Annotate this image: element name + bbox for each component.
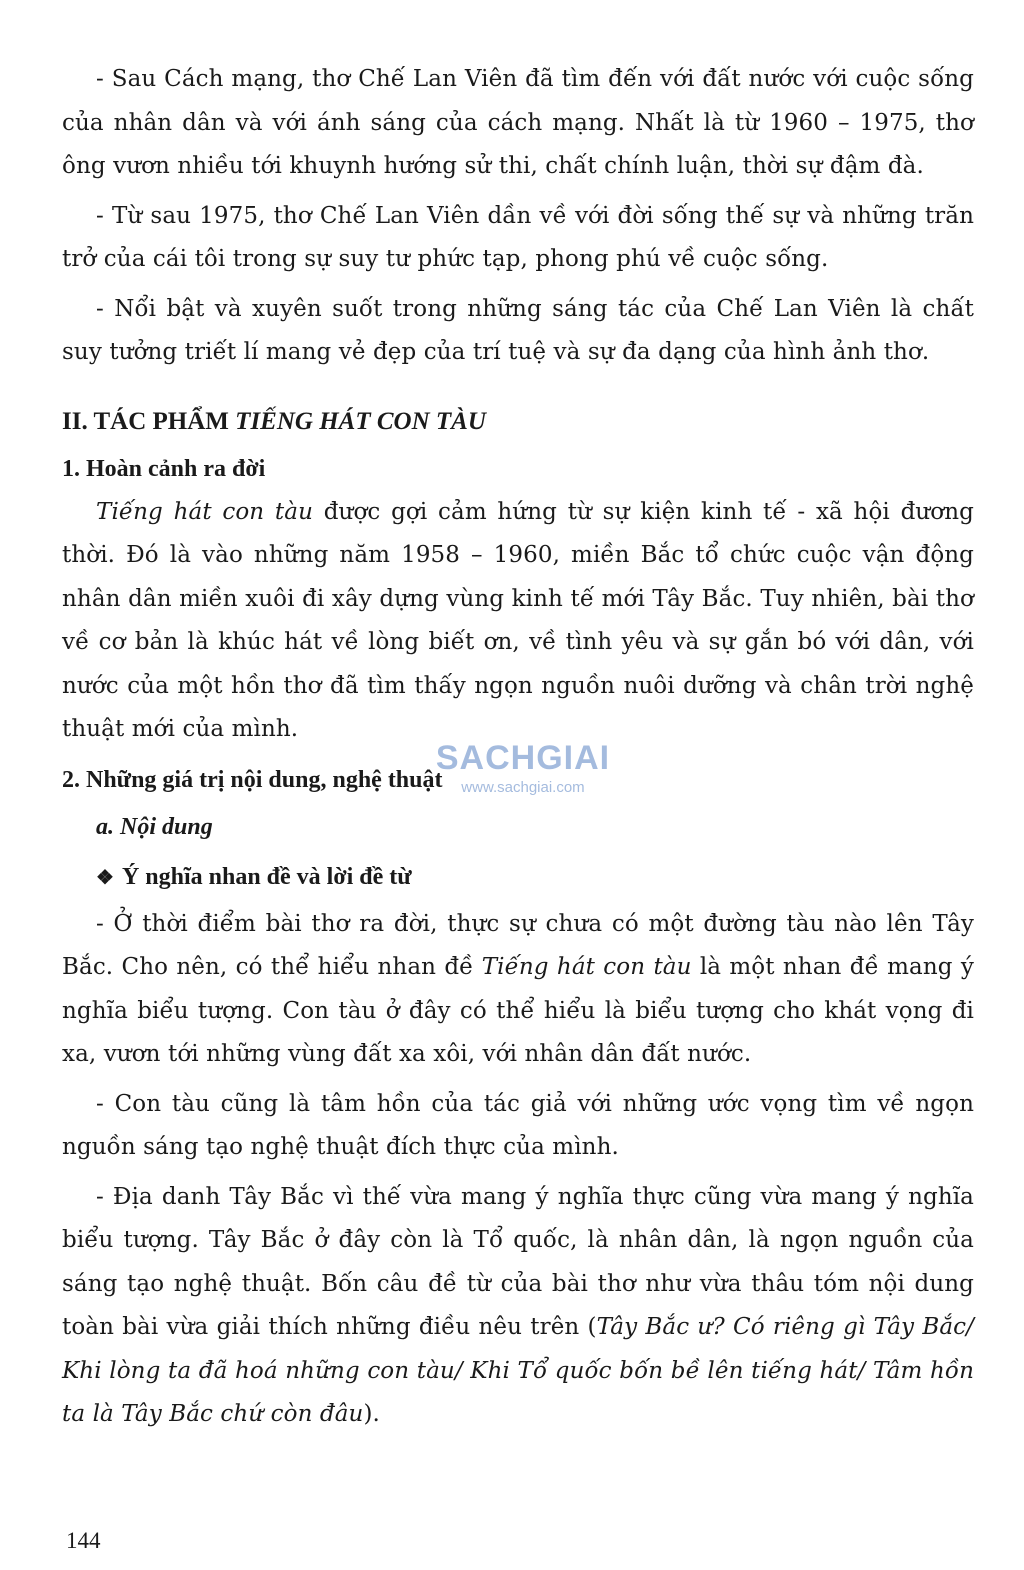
section-heading-work-title: TIẾNG HÁT CON TÀU — [235, 407, 486, 435]
place-name-text-1: - Địa danh Tây Bắc vì thế vừa mang ý nghĩa thực cũng vừa mang ý nghĩa biểu tượng. Tây Bắc ở đây còn là Tổ quốc, là nhân dân, là ngọn nguồn của sáng tạo nghệ thuật. Bốn câu đề từ của bài thơ như vừa thâu tóm nội dung toàn bài vừa giải thích những điều nêu trên ( — [62, 1183, 974, 1340]
title-meaning-text-2: là một nhan đề mang ý nghĩa biểu tượng. Con tàu ở đây có thể hiểu là biểu tượng cho khát vọng đi xa, vươn tới những vùng đất xa xôi, với nhân dân đất nước. — [62, 954, 974, 1067]
place-name-text-2: ). — [363, 1401, 380, 1427]
place-name-paragraph — [62, 1176, 974, 1437]
section-heading — [62, 397, 974, 447]
diamond-bullet-icon: ❖ — [96, 866, 114, 889]
intro-paragraph-3: - Nổi bật và xuyên suốt trong những sáng tác của Chế Lan Viên là chất suy tưởng triết lí mang vẻ đẹp của trí tuệ và sự đa dạng của hình ảnh thơ. — [62, 295, 974, 365]
subsection-2-heading: 2. Những giá trị nội dung, nghệ thuật — [62, 766, 443, 793]
page-number: 144 — [66, 1528, 101, 1553]
epigraph-quote: Tây Bắc ư? Có riêng gì Tây Bắc/ Khi lòng ta đã hoá những con tàu/ Khi Tổ quốc bốn bề lên tiếng hát/ Tâm hồn ta là Tây Bắc chứ còn đâu — [62, 1314, 974, 1427]
intro-paragraph-1: - Sau Cách mạng, thơ Chế Lan Viên đã tìm đến với đất nước với cuộc sống của nhân dân và với ánh sáng của cách mạng. Nhất là từ 1960 – 1975, thơ ông vươn nhiều tới khuynh hướng sử thi, chất chính luận, thời sự đậm đà. — [62, 66, 974, 179]
context-paragraph — [62, 491, 974, 752]
intro-paragraph-2: - Từ sau 1975, thơ Chế Lan Viên dần về với đời sống thế sự và những trăn trở của cái tôi trong sự suy tư phức tạp, phong phú về cuộc sống. — [62, 202, 974, 272]
title-meaning-paragraph — [62, 903, 974, 1077]
ship-soul-paragraph: - Con tàu cũng là tâm hồn của tác giả với những ước vọng tìm về ngọn nguồn sáng tạo nghệ thuật đích thực của mình. — [62, 1090, 974, 1160]
watermark-url: www.sachgiai.com — [461, 779, 585, 796]
title-meaning-text-1: - Ở thời điểm bài thơ ra đời, thực sự chưa có một đường tàu nào lên Tây Bắc. Cho nên, có thể hiểu nhan đề — [62, 910, 974, 980]
work-title-italic: Tiếng hát con tàu — [96, 498, 313, 525]
context-text: được gợi cảm hứng từ sự kiện kinh tế - xã hội đương thời. Đó là vào những năm 1958 – 1960, miền Bắc tổ chức cuộc vận động nhân dân miền xuôi đi xây dựng vùng kinh tế mới Tây Bắc. Tuy nhiên, bài thơ về cơ bản là khúc hát về lòng biết ơn, về tình yêu và sự gắn bó với dân, với nước của một hồn thơ đã tìm thấy ngọn nguồn nuôi dưỡng và chân trời nghệ thuật mới của mình. — [62, 498, 974, 742]
page-content — [62, 58, 974, 1443]
bullet-heading — [96, 852, 974, 903]
watermark-logo: SACHGIAI — [435, 739, 611, 777]
content-heading: a. Nội dung — [96, 813, 213, 840]
title-meaning-italic: Tiếng hát con tàu — [481, 954, 692, 980]
section-heading-prefix: II. TÁC PHẨM — [62, 407, 236, 435]
bullet-heading-text: Ý nghĩa nhan đề và lời đề từ — [121, 863, 412, 890]
subsection-1-heading: 1. Hoàn cảnh ra đời — [62, 455, 266, 482]
